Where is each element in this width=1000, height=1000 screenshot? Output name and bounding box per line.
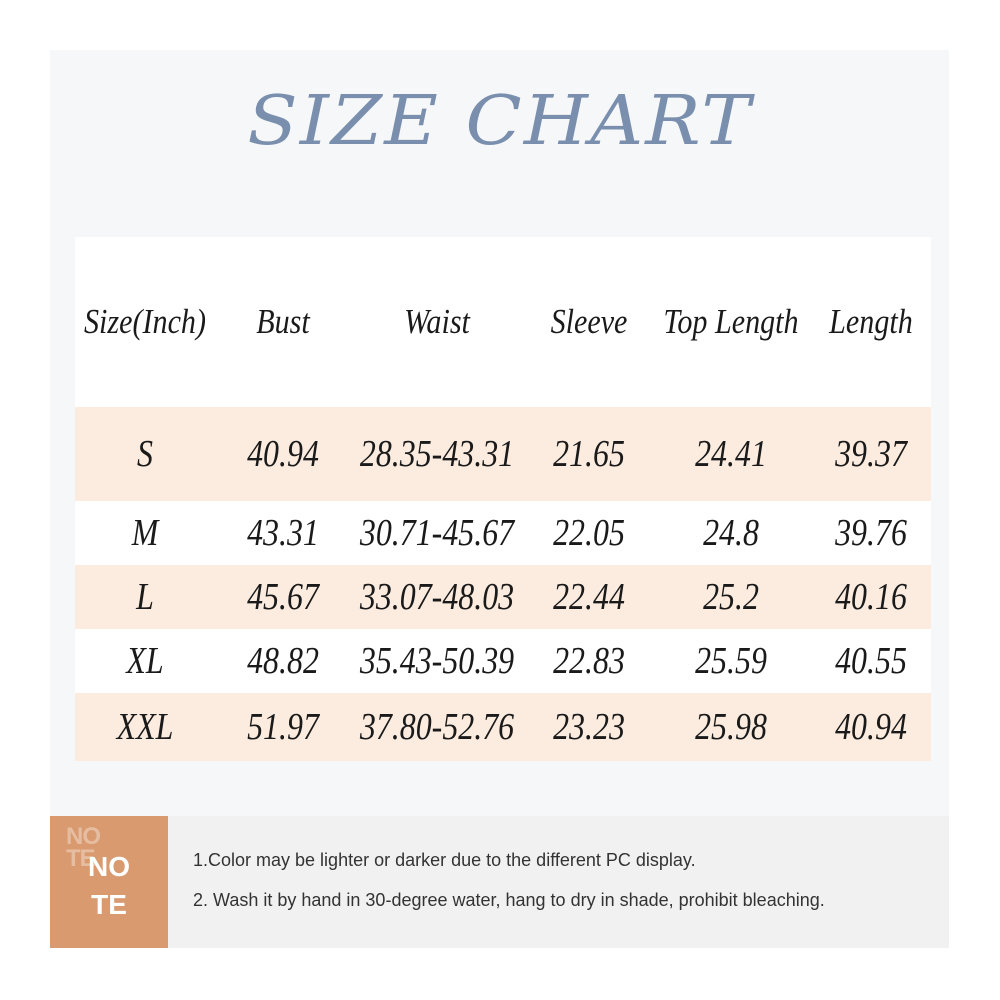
- cell-length: 40.94: [835, 706, 907, 748]
- cell-top-length: 25.2: [703, 576, 759, 618]
- cell-waist: 30.71-45.67: [359, 512, 515, 554]
- cell-top-length: 24.8: [703, 512, 759, 554]
- note-section: [50, 816, 949, 948]
- header-sleeve: Sleeve: [550, 302, 628, 341]
- header-size: Size(Inch): [83, 302, 207, 341]
- note-badge-label: [50, 848, 168, 924]
- header-waist: Waist: [404, 302, 470, 341]
- cell-size: XXL: [116, 706, 174, 748]
- table-header-row: [75, 237, 931, 407]
- cell-sleeve: 21.65: [553, 433, 625, 475]
- note-badge: [50, 816, 168, 948]
- note-line-2: 2. Wash it by hand in 30-degree water, hang to dry in shade, prohibit bleaching.: [193, 890, 825, 910]
- cell-size: L: [136, 576, 154, 618]
- cell-length: 40.55: [835, 640, 907, 682]
- cell-length: 39.37: [835, 433, 907, 475]
- table-row: [75, 629, 931, 693]
- cell-waist: 28.35-43.31: [359, 433, 515, 475]
- cell-bust: 45.67: [247, 576, 319, 618]
- cell-waist: 33.07-48.03: [359, 576, 515, 618]
- note-badge-line2: TE: [91, 889, 127, 920]
- table-row: [75, 407, 931, 501]
- cell-bust: 43.31: [247, 512, 319, 554]
- header-top-length: Top Length: [663, 302, 799, 341]
- cell-size: M: [131, 512, 159, 554]
- cell-bust: 51.97: [247, 706, 319, 748]
- cell-length: 39.76: [835, 512, 907, 554]
- note-line-1: 1.Color may be lighter or darker due to the different PC display.: [193, 850, 696, 870]
- note-badge-line1: NO: [88, 851, 130, 882]
- cell-top-length: 25.59: [695, 640, 767, 682]
- header-length: Length: [829, 302, 913, 341]
- cell-top-length: 24.41: [695, 433, 767, 475]
- cell-bust: 40.94: [247, 433, 319, 475]
- note-badge-ghost-text: NO TE: [66, 823, 100, 872]
- page-title: SIZE CHART: [247, 82, 753, 161]
- table-row: [75, 565, 931, 629]
- cell-length: 40.16: [835, 576, 907, 618]
- cell-sleeve: 22.05: [553, 512, 625, 554]
- cell-waist: 35.43-50.39: [359, 640, 515, 682]
- table-row: [75, 693, 931, 761]
- cell-size: XL: [126, 640, 164, 682]
- cell-top-length: 25.98: [695, 706, 767, 748]
- size-table: [75, 237, 931, 761]
- cell-waist: 37.80-52.76: [359, 706, 515, 748]
- cell-sleeve: 22.44: [553, 576, 625, 618]
- cell-bust: 48.82: [247, 640, 319, 682]
- cell-sleeve: 23.23: [553, 706, 625, 748]
- cell-sleeve: 22.83: [553, 640, 625, 682]
- header-bust: Bust: [256, 302, 310, 341]
- cell-size: S: [137, 433, 153, 475]
- table-row: [75, 501, 931, 565]
